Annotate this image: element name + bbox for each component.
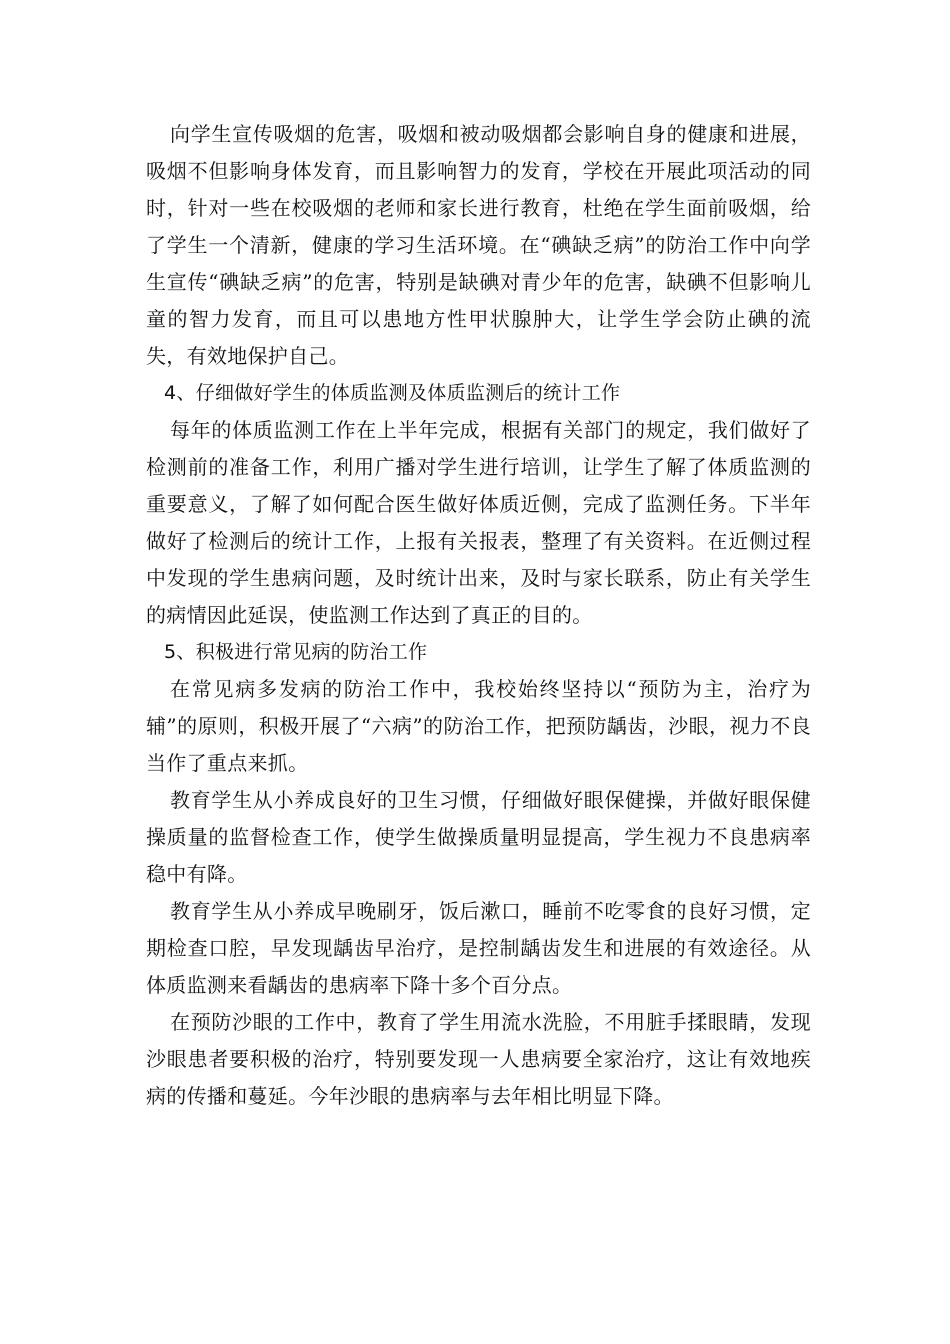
section-heading-4: 4、仔细做好学生的体质监测及体质监测后的统计工作 (164, 382, 621, 404)
paragraph-common-disease: 在常见病多发病的防治工作中，我校始终坚持以“预防为主，治疗为辅”的原则，积极开展了“六病”的防治工作，把预防龋齿，沙眼，视力不良当作了重点来抓。 (146, 677, 811, 775)
paragraph-eye-exercise: 教育学生从小养成良好的卫生习惯，仔细做好眼保健操，并做好眼保健操质量的监督检查工作，使学生做操质量明显提高，学生视力不良患病率稳中有降。 (146, 788, 811, 886)
paragraph-physical-monitoring: 每年的体质监测工作在上半年完成，根据有关部门的规定，我们做好了检测前的准备工作，利用广播对学生进行培训，让学生了解了体质监测的重要意义，了解了如何配合医生做好体质近侧，完成了监测任务。下半年做好了检测后的统计工作，上报有关报表，整理了有关资料。在近侧过程中发现的学生患病问题，及时统计出来，及时与家长联系，防止有关学生的病情因此延误，使监测工作达到了真正的目的。 (146, 418, 811, 627)
document-body (146, 116, 811, 1115)
section-heading-5: 5、积极进行常见病的防治工作 (164, 641, 428, 663)
paragraph-dental-care: 教育学生从小养成早晚刷牙，饭后漱口，睡前不吃零食的良好习惯，定期检查口腔，早发现龋齿早治疗，是控制龋齿发生和进展的有效途径。从体质监测来看龋齿的患病率下降十多个百分点。 (146, 899, 811, 997)
paragraph-smoking-iodine: 向学生宣传吸烟的危害，吸烟和被动吸烟都会影响自身的健康和进展，吸烟不但影响身体发育，而且影响智力的发育，学校在开展此项活动的同时，针对一些在校吸烟的老师和家长进行教育，杜绝在学生面前吸烟，给了学生一个清新，健康的学习生活环境。在“碘缺乏病”的防治工作中向学生宣传“碘缺乏病”的危害，特别是缺碘对青少年的危害，缺碘不但影响儿童的智力发育，而且可以患地方性甲状腺肿大，让学生学会防止碘的流失，有效地保护自己。 (146, 122, 811, 368)
paragraph-trachoma: 在预防沙眼的工作中，教育了学生用流水洗脸，不用脏手揉眼睛，发现沙眼患者要积极的治疗，特别要发现一人患病要全家治疗，这让有效地疾病的传播和蔓延。今年沙眼的患病率与去年相比明显下降。 (146, 1010, 811, 1108)
